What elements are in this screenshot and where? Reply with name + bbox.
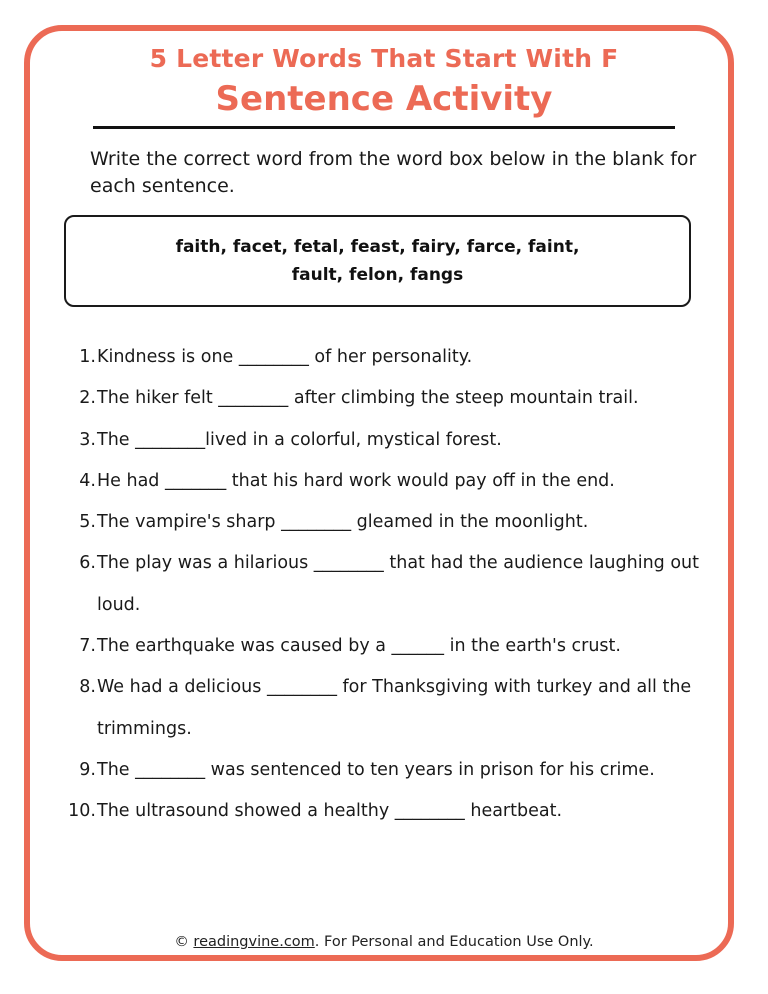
usage-notice: . For Personal and Education Use Only. bbox=[314, 934, 594, 950]
sentence-text: The vampire's sharp ________ gleamed in the moonlight. bbox=[97, 512, 589, 533]
sentence-text: We had a delicious ________ for Thanksgiving with turkey and all the trimmings. bbox=[97, 677, 692, 739]
sentence-text: The hiker felt ________ after climbing the steep mountain trail. bbox=[97, 388, 639, 409]
worksheet-subtitle: 5 Letter Words That Start With F bbox=[149, 44, 619, 73]
sentence-item bbox=[0, 750, 768, 791]
word-box bbox=[64, 215, 691, 307]
sentence-number: 8. bbox=[79, 677, 96, 698]
sentence-text: The ultrasound showed a healthy ________ heartbeat. bbox=[97, 801, 563, 822]
sentence-text: The earthquake was caused by a ______ in the earth's crust. bbox=[97, 636, 621, 657]
sentence-list bbox=[0, 337, 768, 833]
sentence-item bbox=[0, 378, 768, 419]
sentence-text: The play was a hilarious ________ that had the audience laughing out loud. bbox=[97, 553, 699, 615]
copyright-symbol: © bbox=[174, 934, 189, 950]
instructions-text: Write the correct word from the word box below in the blank for each sentence. bbox=[90, 148, 697, 197]
sentence-item bbox=[0, 626, 768, 667]
footer bbox=[0, 934, 768, 950]
source-link[interactable]: readingvine.com bbox=[193, 934, 315, 950]
sentence-number: 4. bbox=[79, 470, 96, 491]
title-divider bbox=[93, 126, 675, 129]
sentence-number: 6. bbox=[79, 553, 96, 574]
sentence-number: 10. bbox=[68, 801, 96, 822]
sentence-item bbox=[0, 337, 768, 378]
sentence-item bbox=[0, 502, 768, 543]
sentence-number: 2. bbox=[79, 388, 96, 409]
sentence-item bbox=[0, 791, 768, 832]
sentence-item bbox=[0, 461, 768, 502]
sentence-text: He had _______ that his hard work would pay off in the end. bbox=[97, 470, 615, 491]
sentence-item bbox=[0, 543, 768, 626]
sentence-text: The ________ was sentenced to ten years in prison for his crime. bbox=[97, 759, 655, 780]
sentence-item bbox=[0, 420, 768, 461]
word-box-line-1: faith, facet, fetal, feast, fairy, farce, faint, bbox=[175, 237, 580, 257]
sentence-item bbox=[0, 667, 768, 750]
worksheet-title: Sentence Activity bbox=[215, 79, 553, 119]
sentence-text: The ________lived in a colorful, mystical forest. bbox=[97, 429, 502, 450]
sentence-text: Kindness is one ________ of her personality. bbox=[97, 347, 473, 367]
sentence-number: 9. bbox=[79, 759, 96, 780]
sentence-number: 3. bbox=[79, 429, 96, 450]
sentence-number: 1. bbox=[79, 347, 96, 367]
sentence-number: 5. bbox=[79, 512, 96, 533]
sentence-number: 7. bbox=[79, 636, 96, 657]
word-box-line-2: fault, felon, fangs bbox=[291, 265, 464, 285]
